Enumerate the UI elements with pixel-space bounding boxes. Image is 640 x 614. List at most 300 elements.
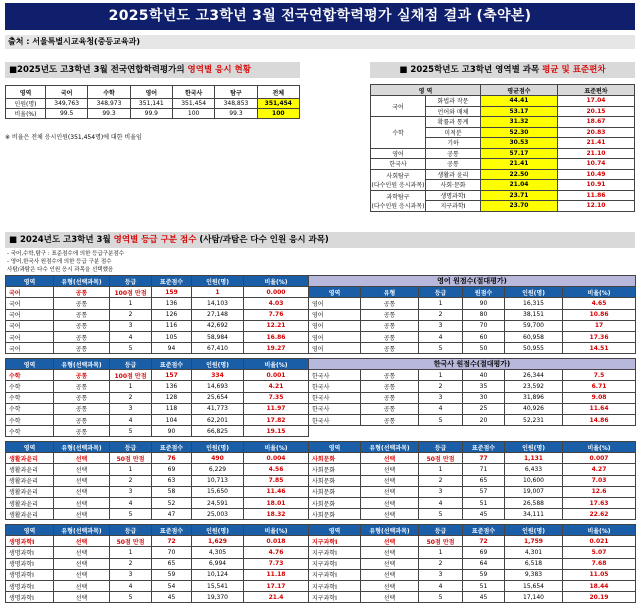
average-cell: 57.17 (481, 148, 558, 159)
table-cell: 지구과학Ⅰ (309, 547, 361, 558)
table-row (371, 169, 635, 180)
header-cell: 영 역 (371, 85, 481, 96)
table-cell: 45 (152, 592, 192, 603)
table-cell: 선택 (54, 486, 110, 497)
area-line: 한국사 (389, 161, 407, 169)
table-cell: 20.19 (563, 592, 636, 603)
table-row (309, 403, 636, 414)
table-cell: 4 (110, 497, 152, 508)
table-cell: 생명과학Ⅰ (6, 547, 54, 558)
table-cell: 0.021 (563, 536, 636, 547)
table-cell: 77 (463, 453, 505, 464)
table-cell: 선택 (54, 475, 110, 486)
header-cell: 등급 (110, 359, 152, 370)
header-cell: 비율(%) (563, 442, 636, 453)
table-cell: 1 (110, 464, 152, 475)
table-cell: 공통 (54, 381, 110, 392)
table-cell: 100점 만점 (110, 287, 152, 298)
table-row (6, 509, 309, 520)
table-cell: 공통 (54, 403, 110, 414)
table-cell: 국어 (6, 343, 54, 354)
table-cell: 76 (152, 453, 192, 464)
table-cell: 31,896 (505, 392, 563, 403)
table-cell: 5 (110, 343, 152, 354)
grade-bullet: 사탐/과탐은 다수 인원 응시 과목을 선택했음 (7, 267, 114, 273)
table-cell: 25 (463, 403, 505, 414)
stddev-cell: 21.41 (558, 138, 635, 149)
stddev-cell: 21.10 (558, 148, 635, 159)
table-row (6, 558, 309, 569)
table-cell: 1,759 (505, 536, 563, 547)
table-cell: 0.004 (244, 453, 309, 464)
table-cell: 5 (110, 592, 152, 603)
table-cell: 17.36 (563, 331, 636, 342)
stddev-cell: 10.74 (558, 159, 635, 170)
table-cell: 7.73 (244, 558, 309, 569)
table-cell: 선택 (361, 486, 419, 497)
table-row (6, 370, 309, 381)
table-row (309, 486, 636, 497)
table-cell: 공통 (361, 309, 419, 320)
header-cell: 영역 (309, 525, 361, 536)
table-row (309, 381, 636, 392)
table-cell: 4.27 (563, 464, 636, 475)
table-cell: 선택 (361, 497, 419, 508)
table-cell: 생명과학Ⅰ (6, 558, 54, 569)
table-cell: 10,713 (192, 475, 244, 486)
header-cell: 등급 (419, 525, 463, 536)
table-row (309, 558, 636, 569)
grade-table-left (5, 358, 309, 437)
table-cell: 국어 (6, 287, 54, 298)
table-cell: 25,654 (192, 392, 244, 403)
table-cell: 90 (463, 298, 505, 309)
table-cell: 선택 (361, 547, 419, 558)
table-cell: 26,588 (505, 497, 563, 508)
table-cell: 50점 만점 (419, 453, 463, 464)
table-cell: 선택 (54, 558, 110, 569)
table-cell: 선택 (54, 569, 110, 580)
table-cell: 72 (152, 536, 192, 547)
table-cell: 17 (563, 320, 636, 331)
table-cell: 14.86 (563, 414, 636, 425)
table-header-row (6, 525, 309, 536)
table-cell: 사회문화 (309, 453, 361, 464)
table-row (309, 497, 636, 508)
table-cell: 공통 (361, 298, 419, 309)
table-cell: 11.18 (244, 569, 309, 580)
table-cell: 105 (152, 331, 192, 342)
table-cell: 19,007 (505, 486, 563, 497)
grade-table-left (5, 441, 309, 520)
table-row (6, 580, 309, 591)
table-cell: 2 (110, 558, 152, 569)
table-cell: 118 (152, 403, 192, 414)
table-row (309, 536, 636, 547)
table-cell: 2 (110, 475, 152, 486)
table-cell: 지구과학Ⅰ (309, 558, 361, 569)
table-cell: 58 (152, 486, 192, 497)
table-cell: 선택 (361, 464, 419, 475)
table-cell: 3 (110, 486, 152, 497)
table-header-row (6, 276, 309, 287)
header-cell: 유형(선택과목) (361, 442, 419, 453)
table-row (6, 403, 309, 414)
area-cell (371, 159, 426, 170)
table-cell: 공통 (361, 320, 419, 331)
grade-heading-suffix: (사탐/과탐은 다수 인원 응시 과목) (196, 235, 329, 245)
table-cell: 0.001 (244, 370, 309, 381)
table-cell: 7.5 (563, 370, 636, 381)
table-cell: 선택 (361, 475, 419, 486)
table-cell: 3 (110, 403, 152, 414)
header-cell: 인원(명) (505, 442, 563, 453)
table-cell: 348,973 (88, 99, 130, 109)
table-row (6, 309, 309, 320)
table-cell: 공통 (361, 370, 419, 381)
grade-section-heading (5, 232, 635, 248)
grade-table-right (308, 524, 636, 603)
header-cell: 유형(선택과목) (54, 359, 110, 370)
table-cell: 11.64 (563, 403, 636, 414)
table-cell: 1,131 (505, 453, 563, 464)
table-header-row (6, 86, 300, 99)
table-row (309, 309, 636, 320)
table-cell: 3 (110, 569, 152, 580)
table-cell: 136 (152, 381, 192, 392)
table-cell: 157 (152, 370, 192, 381)
table-cell: 한국사 (309, 392, 361, 403)
average-cell: 22.50 (481, 169, 558, 180)
area-cell (371, 117, 426, 149)
table-cell: 10.86 (563, 309, 636, 320)
stddev-cell: 12.10 (558, 201, 635, 212)
table-cell: 선택 (361, 592, 419, 603)
table-row (371, 148, 635, 159)
table-cell: 12.21 (244, 320, 309, 331)
table-cell: 17.63 (563, 497, 636, 508)
table-cell: 공통 (54, 320, 110, 331)
table-cell: 42,692 (192, 320, 244, 331)
table-cell: 5 (110, 426, 152, 437)
table-cell: 생명과학Ⅰ (6, 569, 54, 580)
table-row (6, 331, 309, 342)
table-cell: 4 (110, 414, 152, 425)
table-cell: 66,825 (192, 426, 244, 437)
table-cell: 4.56 (244, 464, 309, 475)
table-cell: 2 (419, 558, 463, 569)
table-cell: 126 (152, 309, 192, 320)
table-cell: 4.03 (244, 298, 309, 309)
table-cell: 사회문화 (309, 497, 361, 508)
table-row (309, 464, 636, 475)
header-cell: 인원(명) (192, 359, 244, 370)
header-cell: 표준편차 (558, 85, 635, 96)
table-cell: 90 (152, 426, 192, 437)
table-row (371, 190, 635, 201)
table-row (6, 536, 309, 547)
table-cell: 40,926 (505, 403, 563, 414)
header-cell: 원점수 (463, 287, 505, 298)
table-cell: 생활과윤리 (6, 486, 54, 497)
table-cell: 0.007 (563, 453, 636, 464)
page-title: 2025학년도 고3학년 3월 전국연합학력평가 실채점 결과 (축약본) (5, 3, 635, 30)
table-cell: 9.08 (563, 392, 636, 403)
table-cell: 99.3 (88, 109, 130, 119)
table-cell: 23,592 (505, 381, 563, 392)
grade-bullets (7, 250, 124, 274)
table-row (6, 486, 309, 497)
table-cell: 21.4 (244, 592, 309, 603)
table-cell: 18.01 (244, 497, 309, 508)
applicants-note: ※ 비율은 전체 응시인원(351,454명)에 대한 비율임 (5, 134, 142, 141)
table-cell: 15,654 (505, 580, 563, 591)
average-cell: 21.41 (481, 159, 558, 170)
table-cell: 100 (172, 109, 214, 119)
header-cell: 한국사 (172, 86, 214, 99)
scores-section-heading (370, 62, 635, 78)
table-cell: 3 (419, 320, 463, 331)
table-cell: 지구과학Ⅰ (309, 536, 361, 547)
table-cell: 한국사 (309, 381, 361, 392)
grade-heading-highlight: 영역별 등급 구분 점수 (113, 235, 197, 245)
area-line: 과학탐구 (386, 193, 410, 201)
table-cell: 18.44 (563, 580, 636, 591)
scores-table (370, 84, 635, 212)
header-cell: 영어 (130, 86, 172, 99)
table-cell: 62,201 (192, 414, 244, 425)
table-cell: 59 (463, 569, 505, 580)
header-cell: 영역 (6, 525, 54, 536)
table-header-row (371, 85, 635, 96)
stddev-cell: 11.86 (558, 190, 635, 201)
table-cell: 19.15 (244, 426, 309, 437)
subject-cell: 기하 (426, 138, 481, 149)
table-cell: 52 (152, 497, 192, 508)
table-cell: 6,229 (192, 464, 244, 475)
table-cell: 수학 (6, 392, 54, 403)
stddev-cell: 20.83 (558, 127, 635, 138)
table-cell: 선택 (54, 464, 110, 475)
header-cell: 유형 (361, 287, 419, 298)
table-cell: 51 (463, 580, 505, 591)
table-cell: 7.35 (244, 392, 309, 403)
table-cell: 17.17 (244, 580, 309, 591)
table-cell: 14,693 (192, 381, 244, 392)
header-cell: 비율(%) (244, 525, 309, 536)
table-row (6, 343, 309, 354)
table-cell: 80 (463, 309, 505, 320)
header-cell: 표준점수 (463, 442, 505, 453)
table-row (309, 414, 636, 425)
table-cell: 50점 만점 (110, 536, 152, 547)
table-cell: 공통 (54, 287, 110, 298)
table-cell: 1 (419, 370, 463, 381)
table-cell: 7.85 (244, 475, 309, 486)
table-cell: 선택 (54, 536, 110, 547)
table-cell: 24,591 (192, 497, 244, 508)
table-cell: 선택 (54, 453, 110, 464)
table-cell: 128 (152, 392, 192, 403)
table-cell: 0.018 (244, 536, 309, 547)
subject-cell: 언어와 매체 (426, 106, 481, 117)
table-cell: 159 (152, 287, 192, 298)
table-cell: 348,853 (215, 99, 257, 109)
table-cell: 17,140 (505, 592, 563, 603)
grade-table-right (308, 275, 636, 354)
table-cell: 선택 (54, 509, 110, 520)
table-cell: 12.6 (563, 486, 636, 497)
table-cell: 99.5 (46, 109, 88, 119)
table-cell: 국어 (6, 298, 54, 309)
header-cell: 평균점수 (481, 85, 558, 96)
table-cell: 22.62 (563, 509, 636, 520)
area-line: 국어 (392, 103, 404, 111)
table-cell: 38,151 (505, 309, 563, 320)
header-cell: 영역 (6, 359, 54, 370)
table-cell: 공통 (361, 403, 419, 414)
table-title-row (309, 276, 636, 287)
table-cell: 334 (192, 370, 244, 381)
grade-table-left (5, 524, 309, 603)
stddev-cell: 10.49 (558, 169, 635, 180)
header-cell: 표준점수 (152, 276, 192, 287)
header-cell: 비율(%) (563, 287, 636, 298)
table-cell: 94 (152, 343, 192, 354)
table-row (371, 117, 635, 128)
table-cell: 50 (463, 343, 505, 354)
table-cell: 70 (463, 320, 505, 331)
table-cell: 공통 (54, 370, 110, 381)
table-cell: 11.46 (244, 486, 309, 497)
table-row (6, 109, 300, 119)
table-cell: 351,141 (130, 99, 172, 109)
table-cell: 63 (152, 475, 192, 486)
table-cell: 3 (419, 392, 463, 403)
grade-heading-prefix: ■ 2024년도 고3학년 3월 (9, 235, 114, 245)
table-cell: 10,600 (505, 475, 563, 486)
table-cell: 47 (152, 509, 192, 520)
table-cell: 59 (152, 569, 192, 580)
table-cell: 비율(%) (6, 109, 46, 119)
stddev-cell: 20.15 (558, 106, 635, 117)
table-cell: 67,410 (192, 343, 244, 354)
table-row (309, 331, 636, 342)
table-row (6, 426, 309, 437)
header-cell: 영역 (309, 442, 361, 453)
table-cell: 11.05 (563, 569, 636, 580)
table-row (371, 159, 635, 170)
subject-cell: 공통 (426, 159, 481, 170)
header-cell: 탐구 (215, 86, 257, 99)
table-cell: 17.82 (244, 414, 309, 425)
header-cell: 영역 (6, 442, 54, 453)
table-row (309, 509, 636, 520)
table-cell: 선택 (361, 569, 419, 580)
table-cell: 사회문화 (309, 509, 361, 520)
table-row (309, 343, 636, 354)
table-cell: 생활과윤리 (6, 509, 54, 520)
table-cell: 지구과학Ⅰ (309, 569, 361, 580)
header-cell: 인원(명) (192, 525, 244, 536)
table-cell: 수학 (6, 381, 54, 392)
table-cell: 3 (110, 320, 152, 331)
applicants-section-heading (5, 62, 300, 78)
table-cell: 생활과윤리 (6, 464, 54, 475)
table-cell: 2 (110, 309, 152, 320)
source-label: 출처 : 서울특별시교육청(중등교육과) (5, 35, 635, 49)
table-cell: 공통 (54, 343, 110, 354)
table-header-row (6, 359, 309, 370)
table-cell: 69 (463, 547, 505, 558)
table-cell: 100 (257, 109, 299, 119)
table-cell: 공통 (54, 309, 110, 320)
table-row (309, 547, 636, 558)
table-cell: 2 (110, 392, 152, 403)
table-cell: 16,315 (505, 298, 563, 309)
area-cell (371, 190, 426, 211)
header-cell: 영역 (6, 86, 46, 99)
table-cell: 351,454 (257, 99, 299, 109)
table-row (6, 287, 309, 298)
table-row (6, 414, 309, 425)
table-cell: 공통 (54, 426, 110, 437)
header-cell: 인원(명) (505, 525, 563, 536)
applicants-heading-highlight: 영역별 응시 현황 (187, 65, 251, 75)
table-cell: 15,541 (192, 580, 244, 591)
table-cell: 1 (419, 547, 463, 558)
table-cell: 2 (419, 475, 463, 486)
table-row (6, 464, 309, 475)
table-cell: 선택 (54, 547, 110, 558)
average-cell: 23.71 (481, 190, 558, 201)
table-cell: 7.03 (563, 475, 636, 486)
table-cell: 490 (192, 453, 244, 464)
table-cell: 사회문화 (309, 486, 361, 497)
table-row (309, 298, 636, 309)
header-cell: 유형(선택과목) (54, 525, 110, 536)
table-cell: 60,958 (505, 331, 563, 342)
area-cell (371, 148, 426, 159)
table-cell: 선택 (54, 580, 110, 591)
table-cell: 4 (110, 580, 152, 591)
table-cell: 35 (463, 381, 505, 392)
table-cell: 25,003 (192, 509, 244, 520)
table-cell: 11.97 (244, 403, 309, 414)
table-cell: 71 (463, 464, 505, 475)
table-row (309, 392, 636, 403)
table-cell: 한국사 (309, 403, 361, 414)
header-cell: 표준점수 (463, 525, 505, 536)
table-cell: 4.21 (244, 381, 309, 392)
grade-bullet: - 국어,수학,탐구 : 표준점수에 의한 등급구분점수 (7, 251, 125, 257)
header-cell: 수학 (88, 86, 130, 99)
table-header-row (309, 525, 636, 536)
table-cell: 1 (192, 287, 244, 298)
table-cell: 공통 (361, 414, 419, 425)
table-cell: 14.51 (563, 343, 636, 354)
table-cell: 72 (463, 536, 505, 547)
stddev-cell: 10.91 (558, 180, 635, 191)
header-cell: 인원(명) (192, 276, 244, 287)
table-cell: 생활과윤리 (6, 475, 54, 486)
subject-cell: 공통 (426, 148, 481, 159)
table-cell: 선택 (54, 592, 110, 603)
table-cell: 19,370 (192, 592, 244, 603)
table-cell: 59,700 (505, 320, 563, 331)
table-row (6, 475, 309, 486)
table-cell: 1 (419, 298, 463, 309)
